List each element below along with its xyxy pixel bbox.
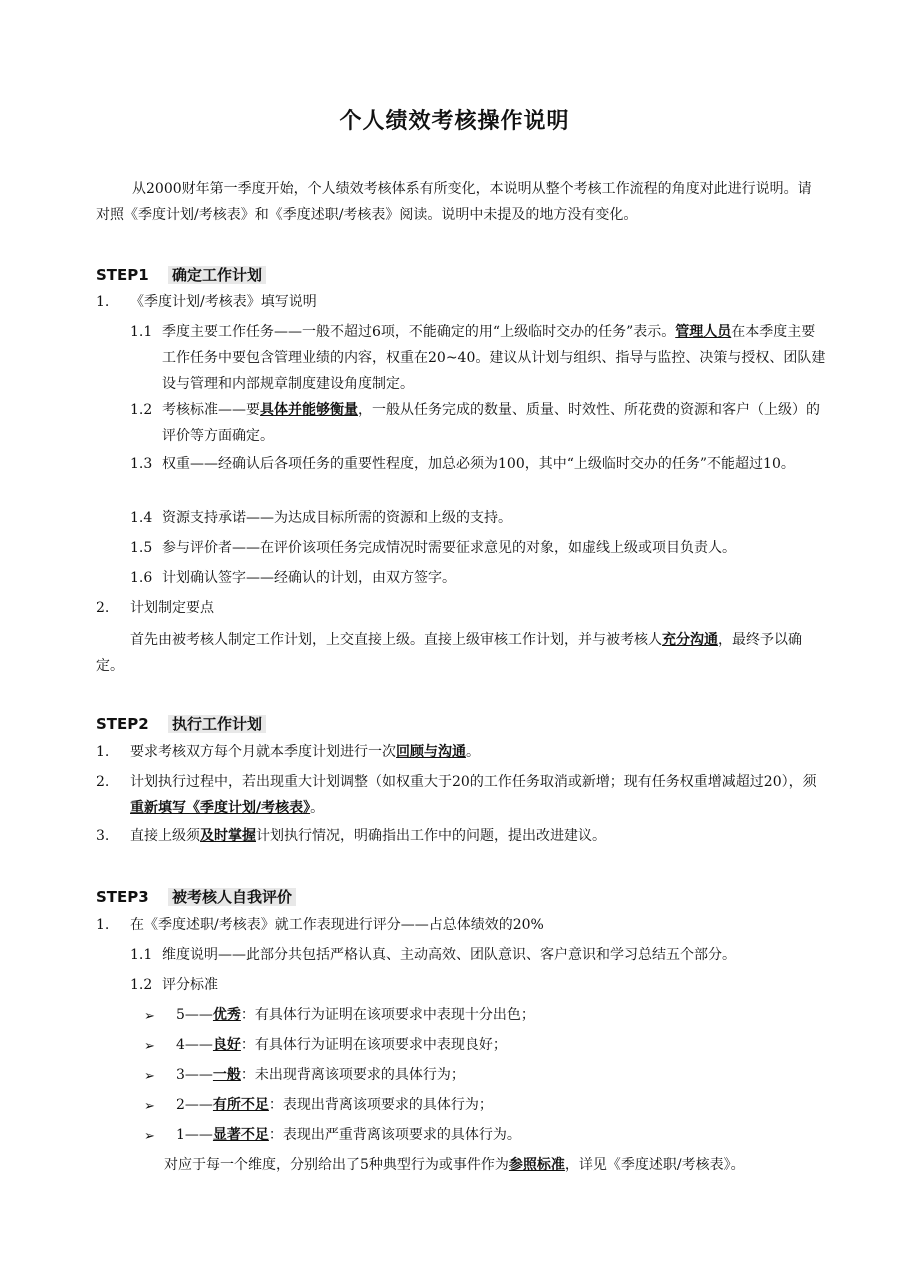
rating-label: 显著不足 bbox=[212, 1127, 269, 1143]
sub-number: 1.2 bbox=[130, 977, 153, 993]
sub-item-3-1: 维度说明——此部分共包括严格认真、主动高效、团队意识、客户意识和学习总结五个部分。 bbox=[162, 947, 736, 963]
note-paragraph bbox=[164, 1152, 745, 1178]
sub-number: 1.4 bbox=[130, 510, 153, 526]
text: 在本季度主要工作任务中要包含管理业绩的内容，权重在20~40。建议从计划与组织、指导与监控、决策与授权、团队建设与管理和内部规章制度建设角度制定。 bbox=[162, 324, 826, 392]
arrow-bullet-icon: ➢ bbox=[144, 1039, 155, 1054]
emphasis: 具体并能够衡量 bbox=[260, 402, 358, 418]
emphasis: 参照标准 bbox=[508, 1157, 565, 1173]
rating-description: ：未出现背离该项要求的具体行为； bbox=[240, 1067, 465, 1083]
sub-item-1-3: 权重——经确认后各项任务的重要性程度，加总必须为100，其中“上级临时交办的任务”不能超过10。 bbox=[162, 456, 795, 472]
step1-heading bbox=[96, 264, 266, 285]
rating-score: 4—— bbox=[176, 1037, 213, 1053]
sub-item-1-1 bbox=[162, 319, 826, 397]
text: 首先由被考核人制定工作计划，上交直接上级。直接上级审核工作计划，并与被考核人 bbox=[130, 632, 662, 648]
rating-label: 有所不足 bbox=[212, 1097, 269, 1113]
arrow-bullet-icon: ➢ bbox=[144, 1069, 155, 1084]
rating-label: 优秀 bbox=[212, 1007, 241, 1023]
list-number: 3. bbox=[96, 828, 110, 844]
rating-score: 5—— bbox=[176, 1007, 213, 1023]
step3-title: 被考核人自我评价 bbox=[168, 888, 296, 906]
page-title: 个人绩效考核操作说明 bbox=[339, 109, 570, 134]
sub-number: 1.6 bbox=[130, 570, 153, 586]
emphasis: 充分沟通 bbox=[662, 632, 718, 648]
list-number: 1. bbox=[96, 294, 110, 310]
rating-description: ：表现出背离该项要求的具体行为； bbox=[268, 1097, 493, 1113]
rating-description: ：有具体行为证明在该项要求中表现十分出色； bbox=[240, 1007, 535, 1023]
text: ，一般从任务完成的数量、质量、时效性、所花费的资源和客户（上级）的评价等方面确定。 bbox=[162, 402, 820, 444]
list-number: 2. bbox=[96, 600, 110, 616]
sub-number: 1.5 bbox=[130, 540, 153, 556]
sub-item-3-2: 评分标准 bbox=[162, 977, 218, 993]
step1-title: 确定工作计划 bbox=[168, 266, 266, 284]
emphasis: 重新填写《季度计划/考核表》 bbox=[130, 800, 311, 816]
rating-item bbox=[176, 1032, 507, 1058]
sub-number: 1.1 bbox=[130, 324, 153, 340]
text: ，最终予以确定。 bbox=[96, 632, 802, 674]
emphasis: 及时掌握 bbox=[200, 828, 256, 844]
text: ，详见《季度述职/考核表》。 bbox=[564, 1157, 745, 1173]
rating-item bbox=[176, 1092, 493, 1118]
text: 。 bbox=[466, 744, 480, 760]
text: 。 bbox=[310, 800, 325, 816]
arrow-bullet-icon: ➢ bbox=[144, 1129, 155, 1144]
list-number: 1. bbox=[96, 917, 110, 933]
sub-item-1-2 bbox=[162, 397, 826, 449]
rating-label: 一般 bbox=[212, 1067, 241, 1083]
rating-score: 1—— bbox=[176, 1127, 213, 1143]
text: 计划执行过程中，若出现重大计划调整（如权重大于20的工作任务取消或新增；现有任务权重增减超过20），须 bbox=[130, 774, 817, 790]
rating-score: 3—— bbox=[176, 1067, 213, 1083]
rating-item bbox=[176, 1062, 465, 1088]
sub-item-1-4: 资源支持承诺——为达成目标所需的资源和上级的支持。 bbox=[162, 510, 512, 526]
text: 考核标准——要 bbox=[162, 402, 260, 418]
rating-item bbox=[176, 1122, 521, 1148]
intro-paragraph: 从2000财年第一季度开始，个人绩效考核体系有所变化，本说明从整个考核工作流程的角度对此进行说明。请对照《季度计划/考核表》和《季度述职/考核表》阅读。说明中未提及的地方没有变化。 bbox=[96, 181, 812, 223]
list-number: 2. bbox=[96, 774, 110, 790]
step3-id: STEP3 bbox=[96, 888, 149, 906]
plan-paragraph bbox=[96, 627, 826, 679]
text: 计划执行情况，明确指出工作中的问题，提出改进建议。 bbox=[256, 828, 606, 844]
list-number: 1. bbox=[96, 744, 110, 760]
sub-item-1-6: 计划确认签字——经确认的计划，由双方签字。 bbox=[162, 570, 456, 586]
rating-score: 2—— bbox=[176, 1097, 213, 1113]
list-item bbox=[130, 769, 826, 821]
text: 要求考核双方每个月就本季度计划进行一次 bbox=[130, 744, 396, 760]
step2-id: STEP2 bbox=[96, 715, 149, 733]
rating-item bbox=[176, 1002, 535, 1028]
sub-number: 1.3 bbox=[130, 456, 153, 472]
arrow-bullet-icon: ➢ bbox=[144, 1009, 155, 1024]
emphasis: 回顾与沟通 bbox=[396, 744, 466, 760]
step2-title: 执行工作计划 bbox=[168, 715, 266, 733]
rating-description: ：表现出严重背离该项要求的具体行为。 bbox=[268, 1127, 521, 1143]
step1-id: STEP1 bbox=[96, 266, 149, 284]
arrow-bullet-icon: ➢ bbox=[144, 1099, 155, 1114]
list-item bbox=[130, 739, 480, 765]
rating-label: 良好 bbox=[212, 1037, 241, 1053]
text: 直接上级须 bbox=[130, 828, 200, 844]
sub-item-1-5: 参与评价者——在评价该项任务完成情况时需要征求意见的对象，如虚线上级或项目负责人。 bbox=[162, 540, 736, 556]
text: 对应于每一个维度，分别给出了5种典型行为或事件作为 bbox=[164, 1157, 509, 1173]
step2-heading bbox=[96, 713, 266, 734]
list-item: 《季度计划/考核表》填写说明 bbox=[130, 294, 317, 310]
list-item: 在《季度述职/考核表》就工作表现进行评分——占总体绩效的20% bbox=[130, 917, 544, 933]
rating-description: ：有具体行为证明在该项要求中表现良好； bbox=[240, 1037, 507, 1053]
emphasis: 管理人员 bbox=[675, 324, 732, 340]
sub-number: 1.2 bbox=[130, 402, 153, 418]
sub-number: 1.1 bbox=[130, 947, 153, 963]
step3-heading bbox=[96, 886, 296, 907]
text: 季度主要工作任务——一般不超过6项，不能确定的用“上级临时交办的任务”表示。 bbox=[162, 324, 676, 340]
list-item bbox=[130, 823, 606, 849]
list-item: 计划制定要点 bbox=[130, 600, 214, 616]
